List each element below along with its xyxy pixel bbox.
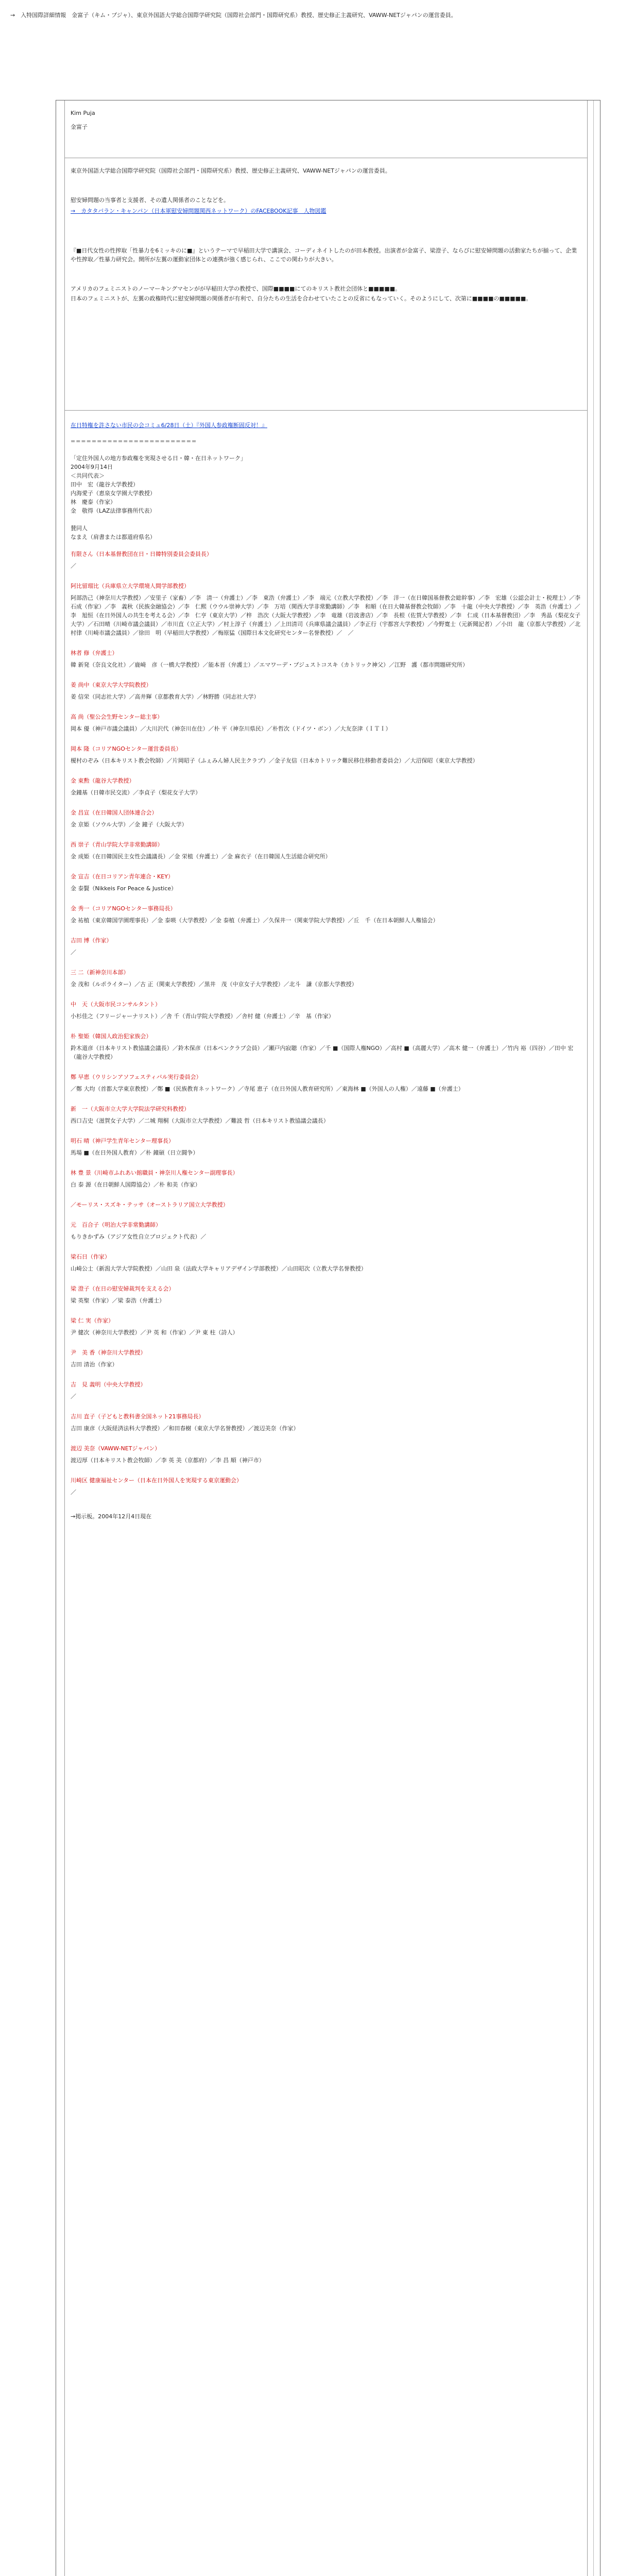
supporter-list <box>71 550 586 1497</box>
news-line <box>71 515 581 524</box>
supporter-group-names: 金 茂和（ルポライター）／古 正（関東大学教授）／黒井 茂（中京女子大学教授）／北斗 謙（京都大学教授） <box>71 981 357 988</box>
supporter-group <box>71 1412 581 1433</box>
supporter-group <box>71 1476 581 1497</box>
bio-line-5: 日本のフェミニストが、左翼の政権時代に慰安婦問題の関係者が有利で、自分たちの生活を合わせていたことの反省にもなっていく。そのようにして、次第に■■■■の■■■■■。 <box>71 295 532 302</box>
supporter-group <box>71 1221 581 1241</box>
supporter-group-head: 阿比留瑠比（兵庫県立大学環境人間学部教授） <box>71 583 190 589</box>
supporter-group-names: 姜 信栄（同志社大学）／高井輝（京都教育大学）／林野勝（同志社大学） <box>71 693 260 700</box>
supporter-group-head: 金 秀一（コリアNGOセンター事務局長） <box>71 905 176 912</box>
supporter-group-head: 林者 修（弁護士） <box>71 650 118 656</box>
supporter-group-names: 馬場 ■（在日外国人教育）／朴 鐘碩（日立闘争） <box>71 1149 199 1156</box>
supporter-group <box>71 1380 581 1401</box>
supporter-group-names: 梁 英聖（作家）／梁 泰浩（弁護士） <box>71 1297 165 1304</box>
supporter-group <box>71 744 581 765</box>
news-line: なまえ（肩書または都道府県名） <box>71 534 156 540</box>
supporter-group-names: 韓 新発（奈良文化社）／鹿崎 彦（一橋大学教授）／能本晋（弁護士）／エマワーデ・プジュストコスキ（カトリック神父）／江野 護（都市問題研究所） <box>71 662 468 668</box>
supporter-group-names: 尹 健次（神奈川大学教授）／尹 英 和（作家）／尹 東 柱（詩人） <box>71 1329 238 1336</box>
supporter-group <box>71 1200 581 1209</box>
supporter-group <box>71 1073 581 1093</box>
intro-text: → 入特国際詳細情報 金富子（キム・プジャ）、東京外国語大学総合国際学研究院（国際社会部門・国際研究系）教授、歴史修正主義研究、VAWW-NETジャパンの運営委員。 <box>10 12 457 19</box>
left-column <box>56 100 65 2576</box>
bio-line-4: アメリカのフェミニストのノーマーキングマセンがが早稲田大学の教授で、国際■■■■にてのキリスト教社会団体と■■■■■。 <box>71 285 401 292</box>
supporter-group-names: ／鄭 大均（首都大学東京教授）／鄭 ■（民族教育ネットワーク）／寺尾 恵子（在日外国人教育研究所）／東海林 ■（外国人の人権）／遠藤 ■（弁護士） <box>71 1086 464 1092</box>
supporter-group-head: 吉田 博（作家） <box>71 937 112 944</box>
supporter-group-names: 白 泰 源（在日朝鮮人国際協会）／朴 和美（作家） <box>71 1181 201 1188</box>
supporter-group-head: 三 二（新神奈川本部） <box>71 969 129 976</box>
supporter-group-names: 吉田 康彦（大阪経済法科大学教授）／和田春樹（東京大学名誉教授）／渡辺美奈（作家） <box>71 1425 299 1432</box>
supporter-group-names: もりきかずみ（アジア女性自立プロジェクト代表）／ <box>71 1233 207 1240</box>
supporter-group-names: 岡本 優（神戸市議会議員）／大川沢代（神奈川在住）／朴 平（神奈川県民）／朴哲次（ドイツ・ボン）／大友奈津（ＩＴＩ） <box>71 725 391 732</box>
supporter-group-head: 鄭 早恵（ウリシンアソフェスティバル実行委員会） <box>71 1074 202 1080</box>
supporter-group-head: 尹 美 香（神奈川大学教授） <box>71 1349 146 1356</box>
supporter-group <box>71 1137 581 1157</box>
bio-line-1: 東京外国語大学総合国際学研究院（国際社会部門・国際研究系）教授、歴史修正主義研究、VAWW-NETジャパンの運営委員。 <box>71 167 391 174</box>
supporter-group-names: 吉田 清治（作家） <box>71 1361 118 1368</box>
supporter-group-head: 金 東勲（龍谷大学教授） <box>71 777 135 784</box>
content-frame <box>56 100 600 2576</box>
supporter-group <box>71 1000 581 1021</box>
supporter-group-head: 渡辺 美奈（VAWW-NETジャパン） <box>71 1445 161 1452</box>
supporter-group-head: 林 豊 景（川崎市ふれあい館職員・神奈川人権センター副理事長） <box>71 1170 238 1176</box>
supporter-group-head: 梁石日（作家） <box>71 1253 110 1260</box>
supporter-group-names: 金 成姫（在日韓国民主女性会議議長）／金 栄植（弁護士）／金 麻衣子（在日韓国人生活総合研究所） <box>71 853 331 860</box>
profile-name-kanji: 金富子 <box>71 124 88 130</box>
bio-row <box>64 158 588 411</box>
supporter-group <box>71 681 581 701</box>
supporter-group-head: 朴 聖姫（韓国人政治犯家族会） <box>71 1033 152 1040</box>
supporter-group-head: 梁 仁 実（作家） <box>71 1317 114 1324</box>
supporter-group <box>71 1168 581 1189</box>
supporter-group <box>71 872 581 893</box>
supporter-group-names: ／ <box>71 563 76 569</box>
supporter-group <box>71 1444 581 1465</box>
supporter-group <box>71 550 581 570</box>
supporter-group <box>71 1105 581 1125</box>
supporter-group-head: 吉 見 義明（中央大学教授） <box>71 1381 146 1388</box>
news-line: 「定住外国人の地方参政権を実現させる日・韓・在日ネットワーク」 <box>71 455 246 462</box>
supporter-group-head: 高 尚（聖公会生野センター総主事） <box>71 714 163 720</box>
supporter-group-head: ／モーリス・スズキ・テッサ（オーストラリア国立大学教授） <box>71 1201 229 1208</box>
bio-line-3: 『■日代女性の性搾取「性暴力を6ミッキのに■』というテーマで早稲田大学で講演会、コーディネイトしたのが田本教授。出演者が金富子、梁澄子、ならびに慰安婦問題の活動家たちが揃って、企業や性搾取／性暴力研究会。開所が左翼の運動家団体との連携が強く感じられ、ここでの関わりが大きい。 <box>71 247 577 263</box>
supporter-group-head: 金 昌宣（在日韓国人団体連合会） <box>71 809 158 816</box>
supporter-group-names: 阿部浩己（神奈川大学教授）／安里子（家畜）／李 清一（弁護士）／李 東浩（弁護士）／李 端元（立教大学教授）／李 洋一（在日韓国基督教会総幹事）／李 宏雄（公認会計士・税理士）／李 石成（作家）／李 義秋（民族金融協会）／李 仁熙（ウウル崇神大学）／李 万培（関西大学非常勤講師）／李 和順（在日大韓基督教会牧師）／李 十龍（中央大学教授）／李 英浩（弁護士）／李 旭恒（在日外国人の共生を考える会）／李 仁亨（東京大学）／梓 浩次（大阪大学教授）／李 竜雄（岩波書店）／李 長根（佐賀大学教授）／李 仁成（日本基督教団）／李 秀晶（梨花女子大学）／石田晴（川崎市議会議員）／市川直（立正大学）／村上淳子（弁護士）／上田清司（兵庫県議会議員）／李正行（宇都宮大学教授）／今野寛士（元新聞記者）／小田 龍（京都大学教授）／北村律（川崎市議会議員）／徐田 明（早稲田大学教授）／梅原猛（国際日本文化研究センター名誉教授）／ ／ <box>71 595 586 636</box>
supporter-group-head: 岡本 隆（コリアNGOセンター運営委員長） <box>71 745 182 752</box>
supporter-group-names: 西口吉史（滋賀女子大学）／二城 翔桐（大阪市立大学教授）／難波 哲（日本キリスト教協議会議長） <box>71 1117 329 1124</box>
supporter-group <box>71 1316 581 1337</box>
bio-link[interactable]: → カタタバラン・キャンパン（日本軍慰安婦問題関西ネットワーク）のFACEBOOK記事 人物図鑑 <box>71 208 327 214</box>
supporter-group <box>71 582 586 637</box>
supporter-group <box>71 1032 581 1061</box>
profile-row <box>64 100 588 158</box>
news-line: 賛同人 <box>71 525 88 532</box>
news-line: 林 慶泰（作家） <box>71 499 116 505</box>
bio-line-2: 慰安婦問題の当事者と支援者、その遺人関係者のことなどを。 <box>71 197 229 204</box>
news-line: 内海愛子（恵泉女学園大学教授） <box>71 490 156 497</box>
supporter-group <box>71 968 581 989</box>
supporter-group <box>71 649 581 669</box>
supporter-group-head: 元 百合子（明治大学非常勤講師） <box>71 1222 161 1228</box>
supporter-group-head: 西 崇子（青山学院大学非常勤講師） <box>71 841 163 848</box>
supporter-group-head: 吉川 直子（子どもと教科書全国ネット21事務局長） <box>71 1413 204 1420</box>
supporter-group-names: 榎村のぞみ（日本キリスト教会牧師）／片岡昭子（ふぇみん婦人民主クラブ）／金子友信（日本カトリック難民移住移動者委員会）／大沼保昭（東京大学教授） <box>71 757 478 764</box>
supporter-group <box>71 936 581 957</box>
supporter-group-head: 新 一（大阪市立大学大学院法学研究科教授） <box>71 1106 190 1112</box>
supporter-group-head: 有限さん（日本基督教団在日・日韓特別委員会委員長） <box>71 551 212 557</box>
news-lines <box>71 454 581 541</box>
supporter-group-head: 明石 晴（神戸学生青年センター理事長） <box>71 1138 175 1144</box>
supporter-group-names: 小杉佳之（フリージャーナリスト）／舎 千（青山学院大学教授）／舎村 健（弁護士）／辛 基（作家） <box>71 1013 334 1020</box>
news-line: 田中 宏（龍谷大学教授） <box>71 481 139 488</box>
supporter-group <box>71 1284 581 1305</box>
supporter-group-head: 川崎区 健康福祉センター（日本在日外国人を実現する東京運動会） <box>71 1477 243 1484</box>
supporter-group <box>71 840 581 861</box>
supporter-group-names: ／ <box>71 1489 76 1496</box>
profile-name-romaji: Kim Puja <box>71 110 95 116</box>
supporter-group-head: 中 天（大阪市民コンサルタント） <box>71 1001 161 1008</box>
supporter-group <box>71 904 581 925</box>
supporter-group-head: 梁 澄子（在日の慰安婦裁判を支える会） <box>71 1285 175 1292</box>
supporter-group-names: 金 祐植（東京韓国学園理事長）／金 泰暎（大学教授）／金 泰植（弁護士）／久保井一（関東学院大学教授）／丘 千（在日本朝鮮人人権協会） <box>71 917 439 924</box>
supporter-group-names: 鈴木道彦（日本キリスト教協議会議長）／鈴木保彦（日本ペンクラブ会員）／瀬戸内寂聴（作家）／千 ■（国際人権NGO）／高村 ■（高麗大学）／高木 健一（弁護士）／竹内 裕（四谷）／田中 宏（龍谷大学教授） <box>71 1045 574 1060</box>
supporter-group-names: 渡辺厚（日本キリスト教会牧師）／李 英 美（京都府）／李 昌 順（神戸市） <box>71 1457 265 1464</box>
supporter-group <box>71 1348 581 1369</box>
supporter-group-names: 山崎公士（新潟大学大学院教授）／山田 泉（法政大学キャリアデザイン学部教授）／山田昭次（立教大学名誉教授） <box>71 1265 367 1272</box>
news-divider: ======================== <box>71 438 197 445</box>
supporter-group-names: 金 京姫（ソウル大学）／金 鐘子（大阪大学） <box>71 821 187 828</box>
supporter-group-names: 金 泰賢（Nikkeis For Peace & Justice） <box>71 885 177 892</box>
news-line: ＜共同代表＞ <box>71 472 105 479</box>
supporter-group <box>71 808 581 829</box>
news-line: 金 敬得（LAZ法律事務所代表） <box>71 507 156 514</box>
supporter-group-head: 金 宣吉（在日コリアン青年連合・KEY） <box>71 873 174 880</box>
right-column-divider <box>593 100 594 2576</box>
news-link[interactable]: 在日特権を許さない市民の会コミュ6/28日（土）『外国人参政権断固反対！』 <box>71 422 267 429</box>
petition-row <box>64 411 588 2576</box>
closing-note: →掲示板。2004年12月4日現在 <box>71 1513 152 1520</box>
supporter-group <box>71 713 581 733</box>
supporter-group-names: 金鐘基（日韓市民交流）／李貞子（梨花女子大学） <box>71 789 201 796</box>
news-line: 2004年9月14日 <box>71 464 113 470</box>
supporter-group-names: ／ <box>71 949 76 956</box>
supporter-group <box>71 1252 581 1273</box>
supporter-group <box>71 776 581 797</box>
supporter-group-names: ／ <box>71 1393 76 1400</box>
supporter-group-head: 姜 尚中（東京大学大学院教授） <box>71 682 152 688</box>
